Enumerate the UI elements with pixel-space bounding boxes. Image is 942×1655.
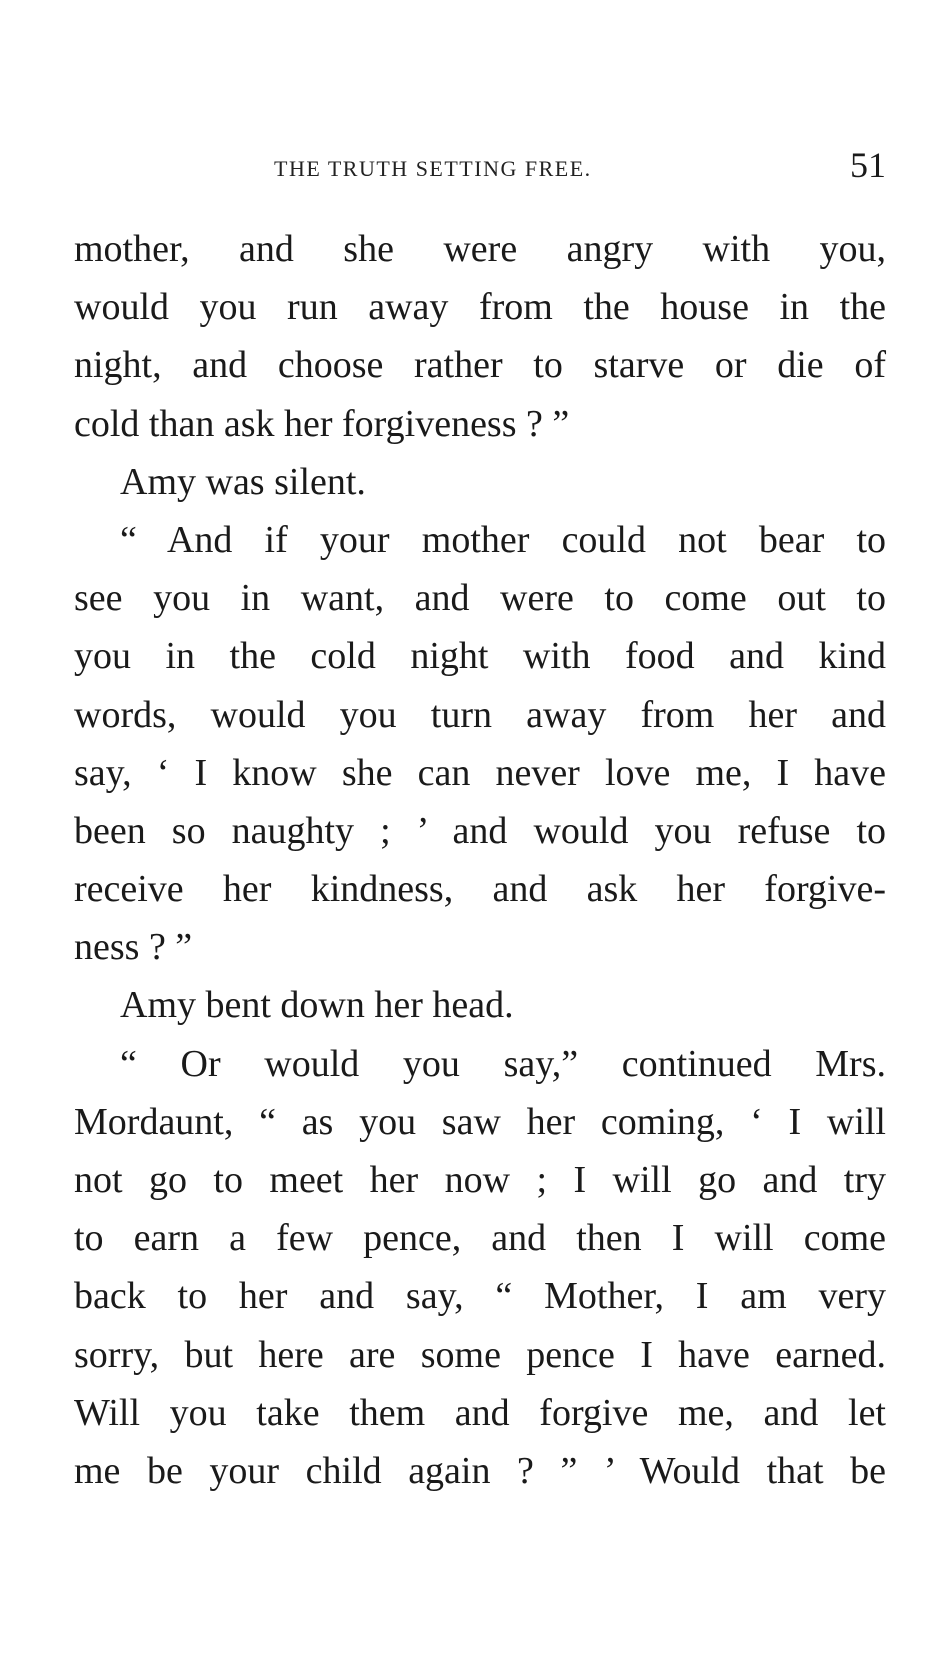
text-line: Amy was silent. (120, 460, 366, 503)
text-line: receive her kindness, and ask her forgive- (74, 868, 886, 911)
text-line: you in the cold night with food and kind (74, 635, 886, 678)
text-line: cold than ask her forgiveness ? ” (74, 402, 570, 445)
page-number: 51 (850, 145, 886, 185)
running-title: THE TRUTH SETTING FREE. (274, 156, 592, 181)
text-line: “ And if your mother could not bear to (120, 518, 886, 561)
text-line: mother, and she were angry with you, (74, 228, 886, 270)
text-line: back to her and say, “ Mother, I am very (74, 1275, 886, 1318)
text-line: me be your child again ? ” ’ Would that be (74, 1449, 886, 1492)
text-line: Amy bent down her head. (120, 984, 514, 1027)
text-line: would you run away from the house in the (74, 286, 886, 329)
text-line: been so naughty ; ’ and would you refuse to (74, 809, 886, 852)
text-line: see you in want, and were to come out to (74, 577, 886, 620)
text-line: words, would you turn away from her and (74, 693, 886, 736)
text-line: Will you take them and forgive me, and let (74, 1391, 886, 1434)
text-line: to earn a few pence, and then I will come (74, 1217, 886, 1260)
text-line: sorry, but here are some pence I have earned. (74, 1333, 886, 1376)
text-line: not go to meet her now ; I will go and try (74, 1159, 886, 1201)
text-line: night, and choose rather to starve or die of (74, 344, 886, 387)
text-line: ness ? ” (74, 926, 193, 969)
running-head (74, 140, 886, 185)
text-line: Mordaunt, “ as you saw her coming, ‘ I will (74, 1100, 886, 1143)
text-line: “ Or would you say,” continued Mrs. (120, 1042, 886, 1085)
text-line: say, ‘ I know she can never love me, I have (74, 751, 886, 794)
body-text (74, 220, 886, 1500)
